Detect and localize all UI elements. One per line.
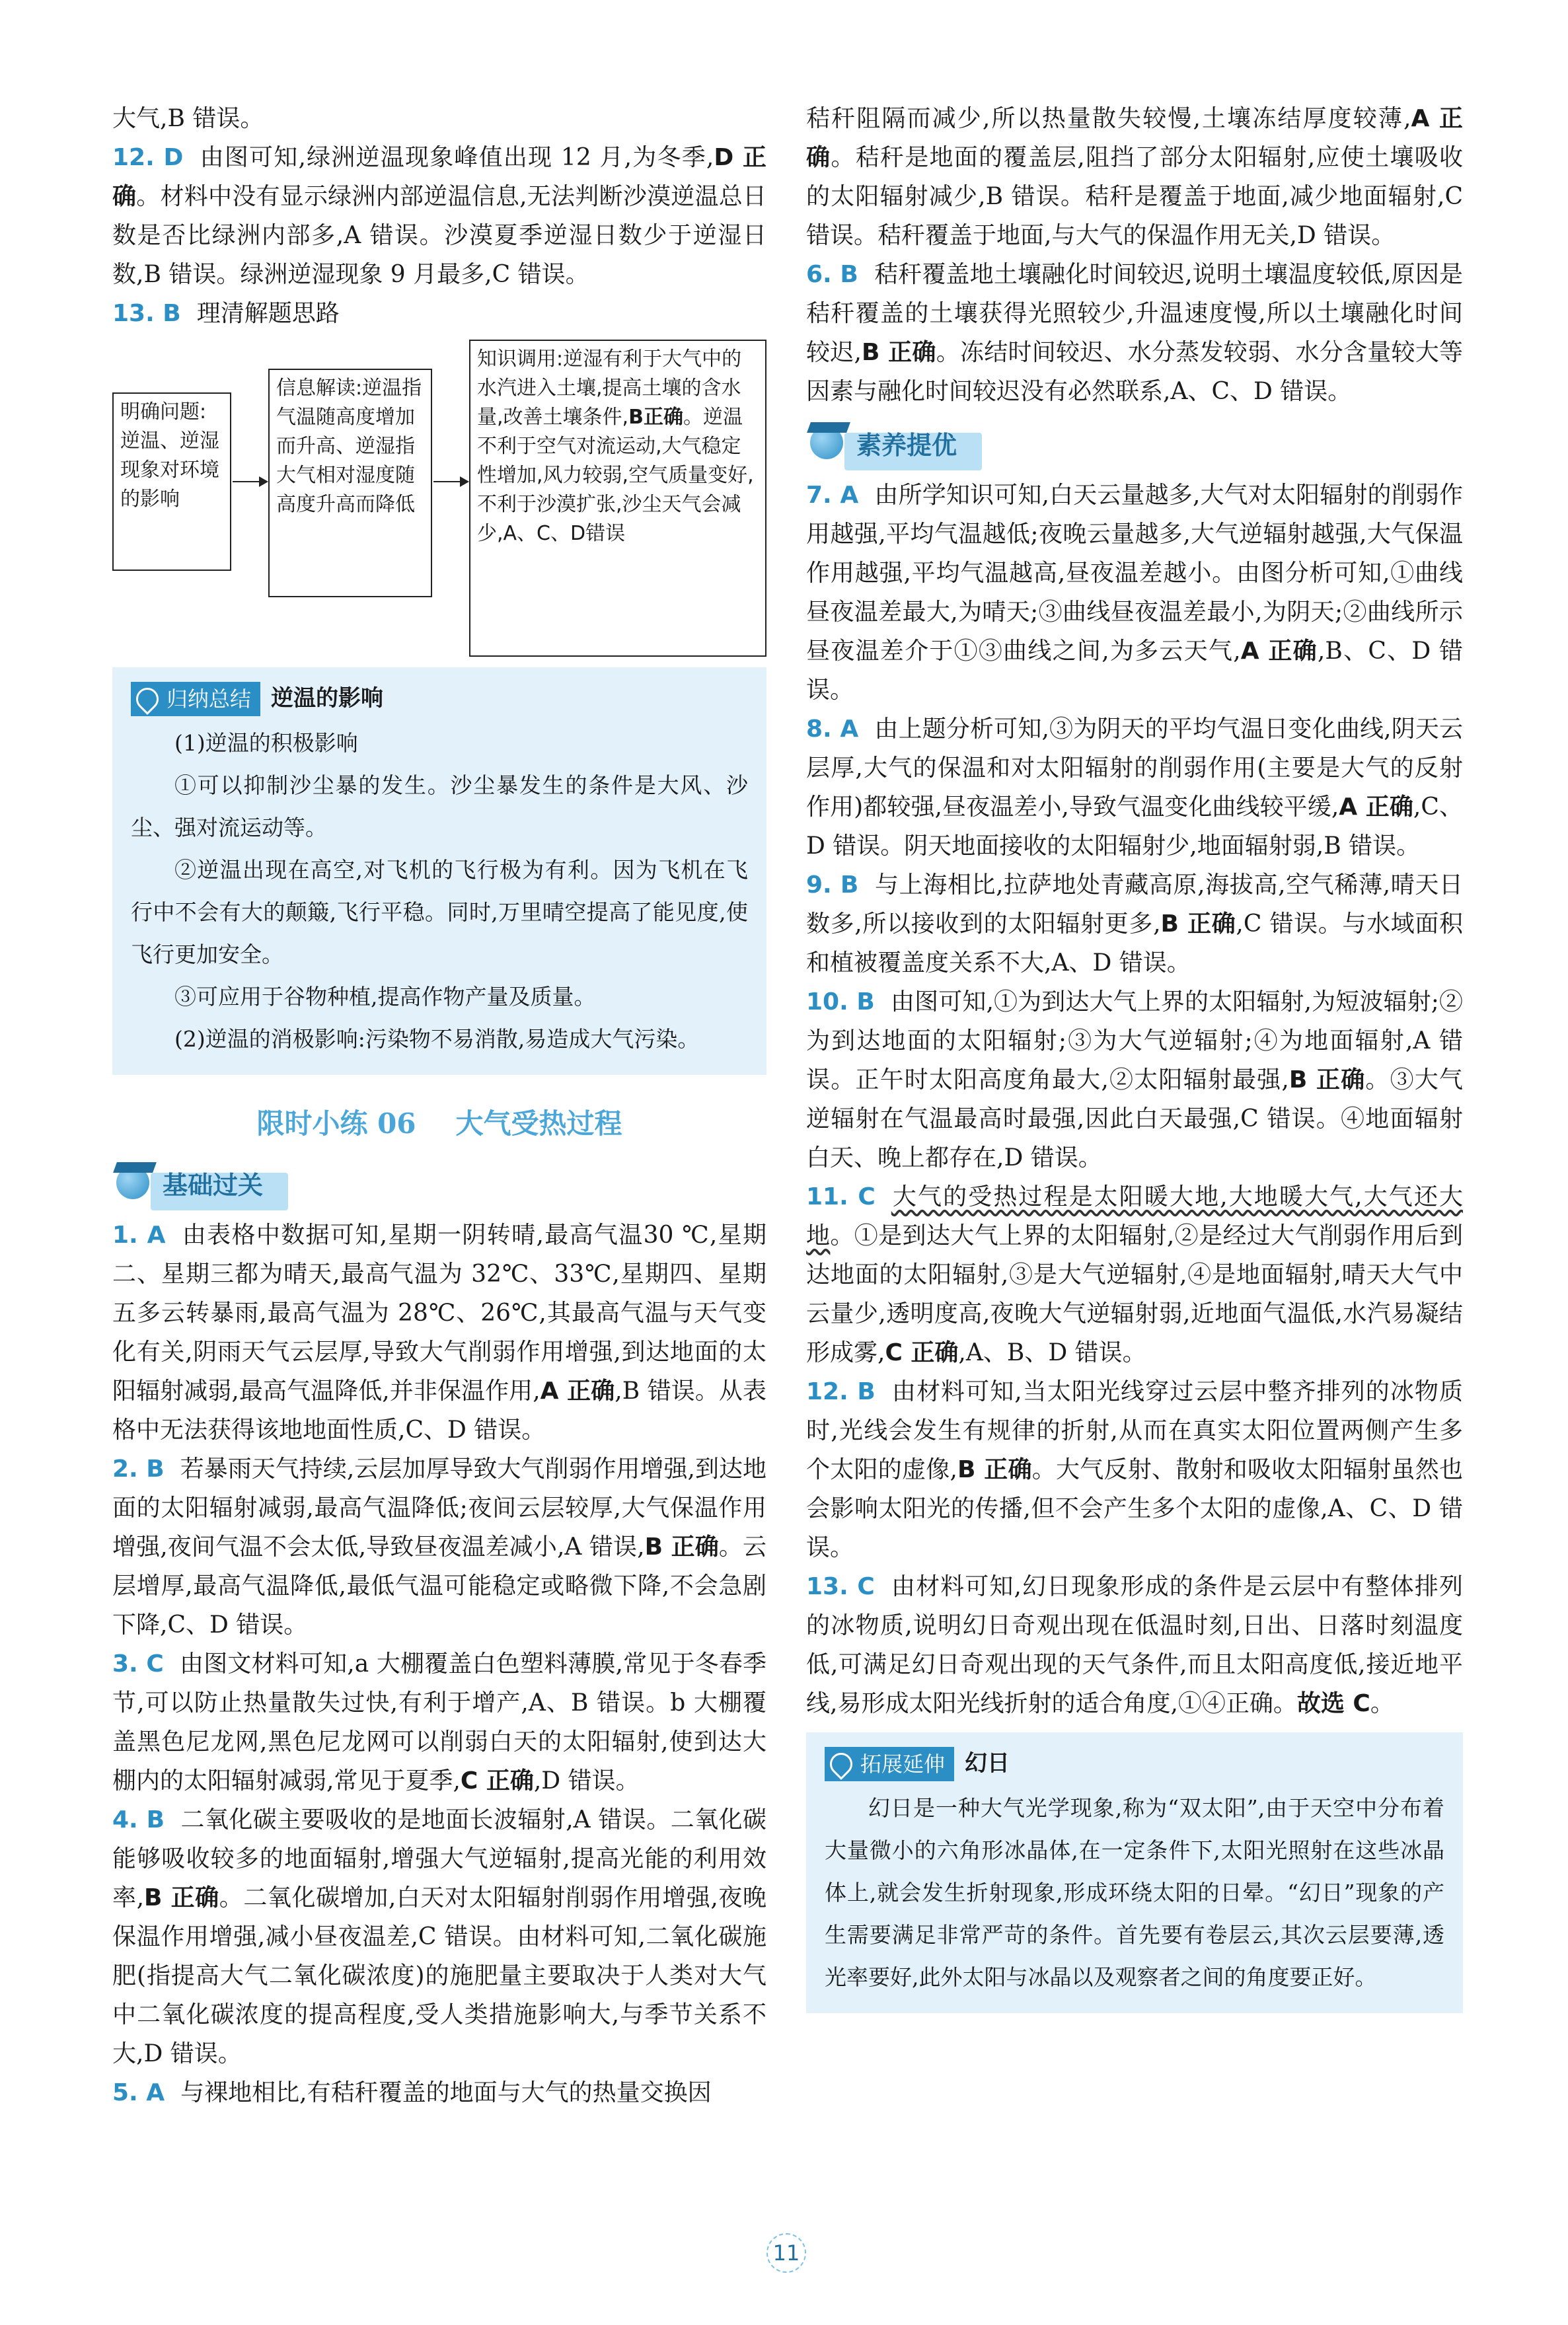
answer-number: 2. B — [112, 1456, 165, 1483]
answer-number: 9. B — [806, 871, 859, 899]
flow-arrow — [233, 481, 267, 482]
map-pin-icon — [825, 1748, 857, 1779]
answer-number: 6. B — [806, 261, 858, 288]
extension-box — [806, 1732, 1463, 2013]
answer-11: 11. C 大气的受热过程是太阳暖大地,大地暖大气,大气还大地。①是到达大气上界的太阳辐射,②是经过大气削弱作用后到达地面的太阳辐射,③是大气逆辐射,④是地面辐射,晴天大气中云量少,透明度高,夜晚大气逆辐射弱,近地面气温低,水汽易凝结形成雾,C 正确,A、B、D 错误。 — [806, 1183, 1463, 1366]
extension-text: 幻日是一种大气光学现象,称为“双太阳”,由于天空中分布着大量微小的六角形冰晶体,在一定条件下,太阳光照射在这些冰晶体上,就会发生折射现象,形成环绕太阳的日晕。“幻日”现象的产生需要满足非常严苛的条件。首先要有卷层云,其次云层要薄,透光率要好,此外太阳与冰晶以及观察者之间的角度要正好。 — [825, 1795, 1444, 1990]
summary-line: (2)逆温的消极影响:污染物不易消散,易造成大气污染。 — [174, 1026, 700, 1052]
badge-advanced: 素养提优 — [806, 422, 1463, 469]
answer-5: 5. A 与裸地相比,有秸秆覆盖的地面与大气的热量交换因 — [112, 2079, 712, 2106]
flow-arrow — [433, 481, 468, 482]
page-number: 11 — [766, 2233, 806, 2273]
summary-line: ③可应用于谷物种植,提高作物产量及质量。 — [174, 984, 596, 1010]
flow-box-question: 明确问题:逆温、逆湿现象对环境的影响 — [112, 392, 231, 571]
flow-box-knowledge: 知识调用:逆湿有利于大气中的水汽进入土壤,提高土壤的含水量,改善土壤条件,B正确。逆温不利于空气对流运动,大气稳定性增加,风力较弱,空气质量变好,不利于沙漠扩张,沙尘天气会减少,A、C、D错误 — [469, 340, 766, 657]
answer-number: 11. C — [806, 1183, 876, 1210]
answer-number: 5. A — [112, 2079, 165, 2106]
badge-basic: 基础过关 — [112, 1162, 766, 1209]
summary-line: ①可以抑制沙尘暴的发生。沙尘暴发生的条件是大风、沙尘、强对流运动等。 — [131, 772, 748, 840]
answer-number: 13. B — [112, 300, 181, 327]
answer-12: 12. D 由图可知,绿洲逆温现象峰值出现 12 月,为冬季,D 正确。材料中没有显示绿洲内部逆温信息,无法判断沙漠逆温总日数是否比绿洲内部多,A 错误。沙漠夏季逆湿日数少于逆湿日数,B 错误。绿洲逆湿现象 9 月最多,C 错误。 — [112, 144, 766, 288]
answer-number: 7. A — [806, 482, 859, 509]
answer-13: 13. B 理清解题思路 — [112, 300, 340, 327]
answer-number: 8. A — [806, 716, 859, 743]
flow-box-info: 信息解读:逆温指气温随高度增加而升高、逆湿指大气相对湿度随高度升高而降低 — [268, 369, 432, 597]
answer-13: 13. C 由材料可知,幻日现象形成的条件是云层中有整体排列的冰物质,说明幻日奇观出现在低温时刻,日出、日落时刻温度低,可满足幻日奇观出现的天气条件,而且太阳高度低,接近地平线,易形成太阳光线折射的适合角度,①④正确。故选 C。 — [806, 1573, 1463, 1717]
summary-line: (1)逆温的积极影响 — [174, 730, 358, 756]
summary-box — [112, 667, 766, 1075]
left-intro: 大气,B 错误。 — [112, 105, 264, 132]
answer-1: 1. A 由表格中数据可知,星期一阴转晴,最高气温30 ℃,星期二、星期三都为晴天,最高气温为 32℃、33℃,星期四、星期五多云转暴雨,最高气温为 28℃、26℃,其最高气温与天气变化有关,阴雨天气云层厚,导致大气削弱作用增强,到达地面的太阳辐射减弱,最高气温降低,并非保温作用,A 正确,B 错误。从表格中无法获得该地地面性质,C、D 错误。 — [112, 1222, 766, 1444]
wavy-underline-text: 大气的受热过程是太阳暖大地,大地暖大气,大气还大地 — [806, 1183, 1463, 1249]
answer-12: 12. B 由材料可知,当太阳光线穿过云层中整齐排列的冰物质时,光线会发生有规律的折射,从而在真实太阳位置两侧产生多个太阳的虚像,B 正确。大气反射、散射和吸收太阳辐射虽然也会影响太阳光的传播,但不会产生多个太阳的虚像,A、C、D 错误。 — [806, 1378, 1463, 1561]
answer-number: 3. C — [112, 1650, 164, 1678]
extension-header — [825, 1744, 1444, 1783]
right-column — [806, 99, 1463, 2013]
map-pin-icon — [131, 683, 163, 714]
answer-9: 9. B 与上海相比,拉萨地处青藏高原,海拔高,空气稀薄,晴天日数多,所以接收到的太阳辐射更多,B 正确,C 错误。与水域面积和植被覆盖度关系不大,A、D 错误。 — [806, 871, 1463, 977]
answer-number: 13. C — [806, 1573, 875, 1600]
answer-7: 7. A 由所学知识可知,白天云量越多,大气对太阳辐射的削弱作用越强,平均气温越低;夜晚云量越多,大气逆辐射越强,大气保温作用越强,平均气温越高,昼夜温差越小。由图分析可知,①曲线昼夜温差最大,为晴天;③曲线昼夜温差最小,为阴天;②曲线所示昼夜温差介于①③曲线之间,为多云天气,A 正确,B、C、D 错误。 — [806, 482, 1464, 704]
summary-title: 逆温的影响 — [271, 685, 384, 712]
summary-header — [131, 679, 748, 718]
extension-tag: 拓展延伸 — [825, 1747, 954, 1781]
section-title: 限时小练 06 大气受热过程 — [256, 1107, 622, 1140]
answer-number: 4. B — [112, 1806, 165, 1833]
answer-10: 10. B 由图可知,①为到达大气上界的太阳辐射,为短波辐射;②为到达地面的太阳辐射;③为大气逆辐射;④为地面辐射,A 错误。正午时太阳高度角最大,②太阳辐射最强,B 正确。③大气逆辐射在气温最高时最强,因此白天最强,C 错误。④地面辐射白天、晚上都存在,D 错误。 — [806, 988, 1463, 1171]
summary-line: ②逆温出现在高空,对飞机的飞行极为有利。因为飞机在飞行中不会有大的颠簸,飞行平稳。同时,万里晴空提高了能见度,使飞行更加安全。 — [131, 857, 748, 967]
reasoning-flowchart — [112, 340, 766, 658]
summary-tag: 归纳总结 — [131, 682, 260, 716]
answer-number: 12. D — [112, 144, 184, 171]
extension-title: 幻日 — [965, 1750, 1010, 1777]
left-column — [112, 99, 766, 2112]
answer-8: 8. A 由上题分析可知,③为阴天的平均气温日变化曲线,阴天云层厚,大气的保温和对太阳辐射的削弱作用(主要是大气的反射作用)都较强,昼夜温差小,导致气温变化曲线较平缓,A 正确,C、D 错误。阴天地面接收的太阳辐射少,地面辐射弱,B 错误。 — [806, 716, 1464, 860]
answer-number: 1. A — [112, 1222, 166, 1249]
answer-number: 12. B — [806, 1378, 876, 1405]
answer-6: 6. B 秸秆覆盖地土壤融化时间较迟,说明土壤温度较低,原因是秸秆覆盖的土壤获得光照较少,升温速度慢,所以土壤融化时间较迟,B 正确。冻结时间较迟、水分蒸发较弱、水分含量较大等因素与融化时间较迟没有必然联系,A、C、D 错误。 — [806, 261, 1464, 405]
answer-3: 3. C 由图文材料可知,a 大棚覆盖白色塑料薄膜,常见于冬春季节,可以防止热量散失过快,有利于增产,A、B 错误。b 大棚覆盖黑色尼龙网,黑色尼龙网可以削弱白天的太阳辐射,使到达大棚内的太阳辐射减弱,常见于夏季,C 正确,D 错误。 — [112, 1650, 766, 1794]
answer-number: 10. B — [806, 988, 875, 1015]
answer-5-continued: 秸秆阻隔而减少,所以热量散失较慢,土壤冻结厚度较薄,A 正确。秸秆是地面的覆盖层,阻挡了部分太阳辐射,应使土壤吸收的太阳辐射减少,B 错误。秸秆是覆盖于地面,减少地面辐射,C 错误。秸秆覆盖于地面,与大气的保温作用无关,D 错误。 — [806, 105, 1463, 249]
answer-2: 2. B 若暴雨天气持续,云层加厚导致大气削弱作用增强,到达地面的太阳辐射减弱,最高气温降低;夜间云层较厚,大气保温作用增强,夜间气温不会太低,导致昼夜温差减小,A 错误,B 正确。云层增厚,最高气温降低,最低气温可能稳定或略微下降,不会急剧下降,C、D 错误。 — [112, 1456, 766, 1639]
answer-4: 4. B 二氧化碳主要吸收的是地面长波辐射,A 错误。二氧化碳能够吸收较多的地面辐射,增强大气逆辐射,提高光能的利用效率,B 正确。二氧化碳增加,白天对太阳辐射削弱作用增强,夜晚保温作用增强,减小昼夜温差,C 错误。由材料可知,二氧化碳施肥(指提高大气二氧化碳浓度)的施肥量主要取决于人类对大气中二氧化碳浓度的提高程度,受人类措施影响大,与季节关系不大,D 错误。 — [112, 1806, 767, 2067]
